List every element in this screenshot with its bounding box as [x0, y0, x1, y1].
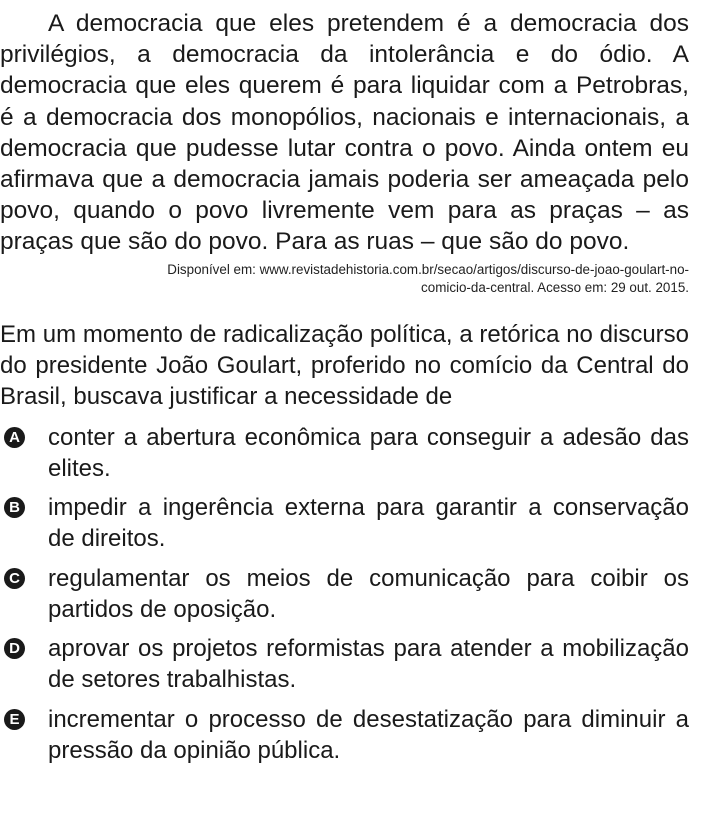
option-c[interactable] — [0, 563, 689, 625]
option-a-badge-icon: A — [4, 427, 25, 448]
source-line-1: Disponível em: www.revistadehistoria.com.br/secao/artigos/discurso-de-joao-goulart-no- — [167, 261, 689, 277]
option-d-text: aprovar os projetos reformistas para atender a mobilização de setores trabalhistas. — [48, 635, 689, 694]
option-b-text: impedir a ingerência externa para garantir a conservação de direitos. — [48, 494, 689, 553]
option-c-badge-icon: C — [4, 568, 25, 589]
option-e-text: incrementar o processo de desestatização para diminuir a pressão da opinião pública. — [48, 705, 689, 764]
excerpt-text: A democracia que eles pretendem é a democracia dos privilégios, a democracia da intolerância e do ódio. A democracia que eles querem é para liquidar com a Petrobras, é a democracia dos monopólios, nacionais e internacionais, a democracia que pudesse lutar contra o povo. Ainda ontem eu afirmava que a democracia jamais poderia ser ameaçada pelo povo, quando o povo livremente vem para as praças – as praças que são do povo. Para as ruas – que são do povo. — [0, 10, 689, 256]
option-a-text: conter a abertura econômica para conseguir a adesão das elites. — [48, 423, 689, 482]
answer-options — [0, 422, 689, 766]
source-line-2: comicio-da-central. Acesso em: 29 out. 2015. — [421, 279, 689, 295]
option-d-badge-icon: D — [4, 638, 25, 659]
source-citation — [40, 261, 689, 297]
question-page — [0, 8, 689, 774]
option-b-badge-icon: B — [4, 497, 25, 518]
question-statement: Em um momento de radicalização política, a retórica no discurso do presidente João Goulart, proferido no comício da Central do Brasil, buscava justificar a necessidade de — [0, 320, 689, 410]
option-e[interactable] — [0, 704, 689, 766]
option-e-badge-icon: E — [4, 709, 25, 730]
option-b[interactable] — [0, 492, 689, 554]
option-c-text: regulamentar os meios de comunicação para coibir os partidos de oposição. — [48, 564, 689, 623]
option-d[interactable] — [0, 633, 689, 695]
option-a[interactable] — [0, 422, 689, 484]
